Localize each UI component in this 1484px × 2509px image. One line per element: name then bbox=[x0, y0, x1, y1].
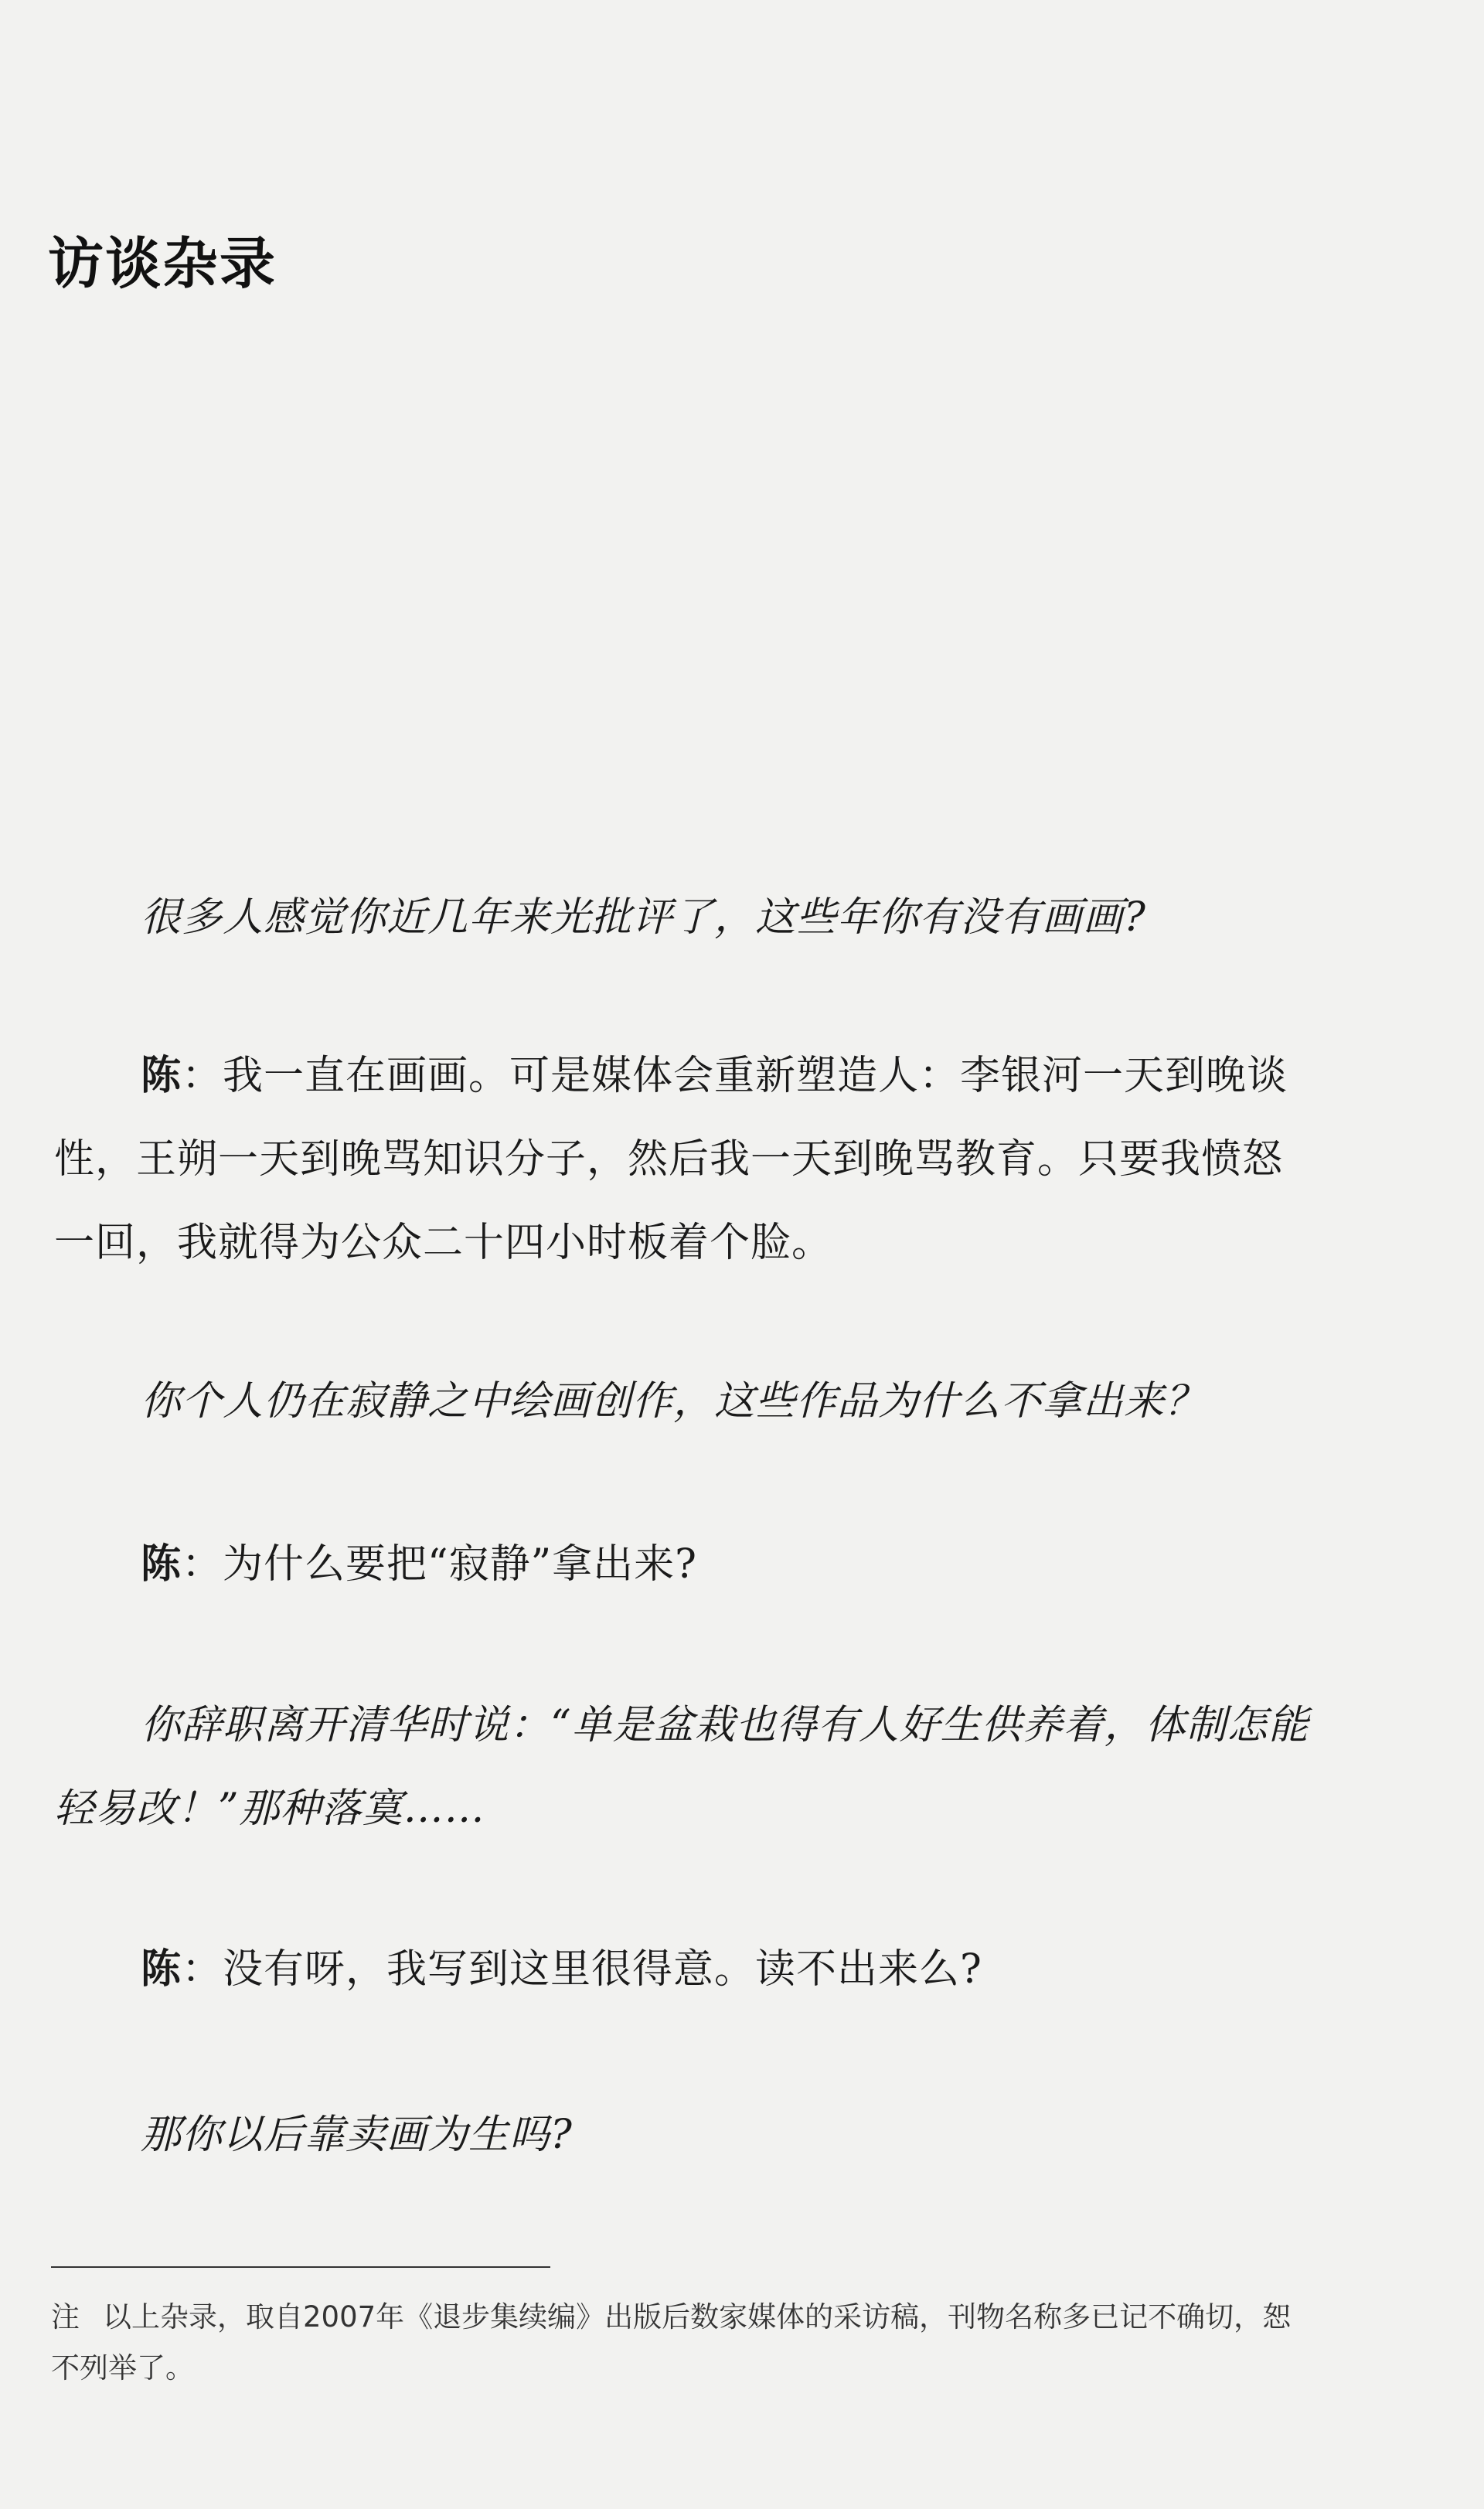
answer-paragraph bbox=[54, 1034, 1314, 1285]
answer-paragraph bbox=[54, 1523, 1314, 1606]
speaker-label: 陈 bbox=[141, 1053, 182, 1099]
footnote bbox=[51, 2292, 1319, 2394]
question-text: 很多人感觉你近几年来光批评了，这些年你有没有画画? bbox=[141, 894, 1146, 941]
answer-paragraph bbox=[54, 1928, 1314, 2011]
speaker-label: 陈 bbox=[141, 1541, 182, 1588]
question-paragraph bbox=[54, 2093, 1314, 2177]
question-text: 你辞职离开清华时说：“单是盆栽也得有人好生供养着，体制怎能轻易改！”那种落寞…… bbox=[54, 1702, 1309, 1832]
footnote-divider bbox=[51, 2266, 550, 2268]
question-paragraph bbox=[54, 876, 1314, 959]
question-paragraph bbox=[54, 1360, 1314, 1443]
question-text: 那你以后靠卖画为生吗? bbox=[141, 2112, 573, 2158]
question-paragraph bbox=[54, 1683, 1314, 1850]
footnote-mark: 注 bbox=[51, 2300, 80, 2334]
question-text: 你个人仍在寂静之中绘画创作，这些作品为什么不拿出来？ bbox=[141, 1378, 1207, 1425]
answer-text: ：我一直在画画。可是媒体会重新塑造人：李银河一天到晚谈性，王朔一天到晚骂知识分子，然后我一天到晚骂教育。只要我愤怒一回，我就得为公众二十四小时板着个脸。 bbox=[54, 1053, 1288, 1266]
answer-text: ：没有呀，我写到这里很得意。读不出来么? bbox=[182, 1946, 982, 1993]
answer-text: ：为什么要把“寂静”拿出来? bbox=[182, 1541, 698, 1588]
footnote-text: 以上杂录，取自2007年《退步集续编》出版后数家媒体的采访稿，刊物名称多已记不确切，恕不列举了。 bbox=[51, 2300, 1292, 2385]
speaker-label: 陈 bbox=[141, 1946, 182, 1993]
page-title: 访谈杂录 bbox=[48, 231, 277, 296]
